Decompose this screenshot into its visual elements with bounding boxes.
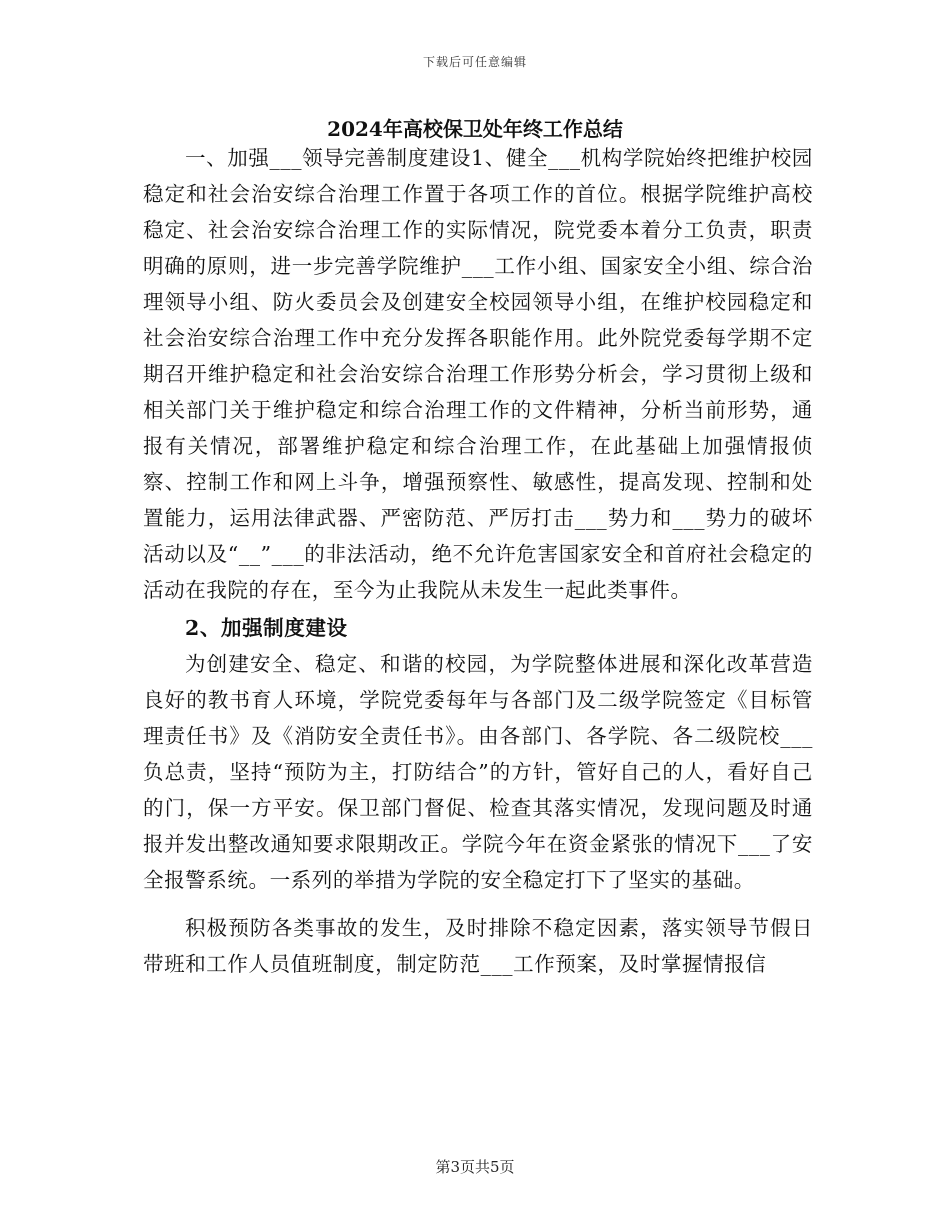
document-body — [143, 140, 813, 982]
paragraph-system: 为创建安全、稳定、和谐的校园，为学院整体进展和深化改革营造良好的教书育人环境，学院党委每年与各部门及二级学院签定《目标管理责任书》及《消防安全责任书》。由各部门、各学院、各二级院校___负总责，坚持“预防为主，打防结合”的方针，管好自己的人，看好自己的门，保一方平安。保卫部门督促、检查其落实情况，发现问题及时通报并发出整改通知要求限期改正。学院今年在资金紧张的情况下___了安全报警系统。一系列的举措为学院的安全稳定打下了坚实的基础。 — [143, 652, 813, 892]
paragraph-intro: 一、加强___领导完善制度建设1、健全___机构学院始终把维护校园稳定和社会治安综合治理工作置于各项工作的首位。根据学院维护高校稳定、社会治安综合治理工作的实际情况，院党委本着分工负责，职责明确的原则，进一步完善学院维护___工作小组、国家安全小组、综合治理领导小组、防火委员会及创建安全校园领导小组，在维护校园稳定和社会治安综合治理工作中充分发挥各职能作用。此外院党委每学期不定期召开维护稳定和社会治安综合治理工作形势分析会，学习贯彻上级和相关部门关于维护稳定和综合治理工作的文件精神，分析当前形势，通报有关情况，部署维护稳定和综合治理工作，在此基础上加强情报侦察、控制工作和网上斗争，增强预察性、敏感性，提高发现、控制和处置能力，运用法律武器、严密防范、严厉打击___势力和___势力的破坏活动以及“__”___的非法活动，绝不允许危害国家安全和首府社会稳定的活动在我院的存在，至今为止我院从未发生一起此类事件。 — [143, 146, 813, 602]
document-title: 2024年高校保卫处年终工作总结 — [327, 117, 623, 141]
paragraph-prevention: 积极预防各类事故的发生，及时排除不稳定因素，落实领导节假日带班和工作人员值班制度，制定防范___工作预案，及时掌握情报信 — [143, 916, 813, 976]
section-heading-system: 2、加强制度建设 — [185, 616, 348, 640]
page-number: 第3页共5页 — [435, 1158, 515, 1176]
page-header-note: 下载后可任意编辑 — [422, 55, 527, 69]
